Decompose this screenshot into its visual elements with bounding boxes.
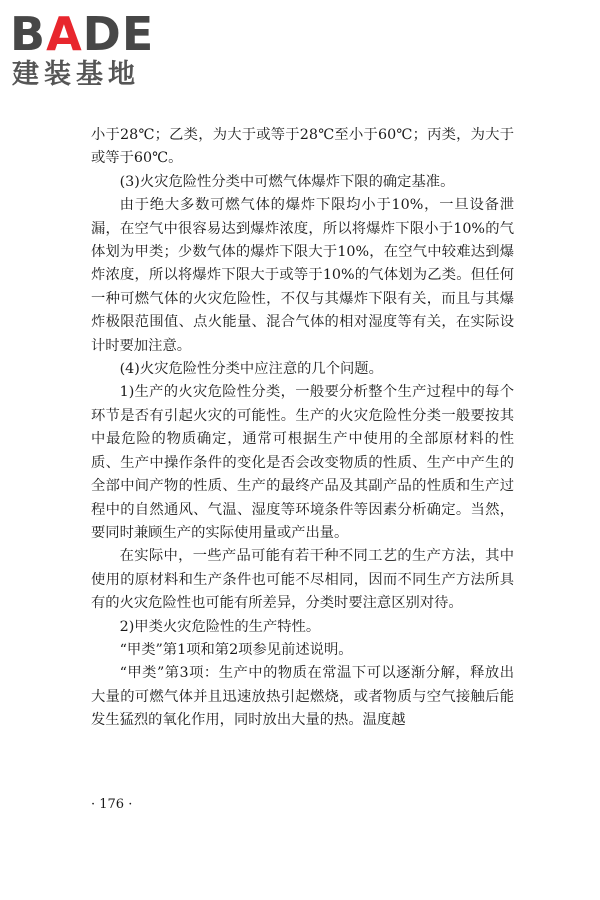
paragraph: 1)生产的火灾危险性分类，一般要分析整个生产过程中的每个环节是否有引起火灾的可能性。生产的火灾危险性分类一般要按其中最危险的物质确定，通常可根据生产中使用的全部原材料的性质、生产中操作条件的变化是否会改变物质的性质、生产中产生的全部中间产物的性质、生产的最终产品及其副产品的性质和生产过程中的自然通风、气温、湿度等环境条件等因素分析确定。当然，要同时兼顾生产的实际使用量或产出量。: [91, 384, 514, 541]
paragraph: “甲类”第3项：生产中的物质在常温下可以逐渐分解，释放出大量的可燃气体并且迅速放热引起燃烧，或者物质与空气接触后能发生猛烈的氧化作用，同时放出大量的热。温度越: [91, 665, 514, 729]
logo-wordmark: BADE: [10, 7, 155, 61]
page-number: · 176 ·: [91, 797, 133, 812]
paragraph: (4)火灾危险性分类中应注意的几个问题。: [119, 361, 383, 378]
paragraph: 在实际中，一些产品可能有若干种不同工艺的生产方法，其中使用的原材料和生产条件也可能不尽相同，因而不同生产方法所具有的火灾危险性也可能有所差异，分类时要注意区别对待。: [91, 548, 514, 612]
paragraph: 2)甲类火灾危险性的生产特性。: [119, 618, 321, 635]
paragraph: (3)火灾危险性分类中可燃气体爆炸下限的确定基准。: [119, 173, 455, 190]
paragraph: 由于绝大多数可燃气体的爆炸下限均小于10%，一旦设备泄漏，在空气中很容易达到爆炸浓度，所以将爆炸下限小于10%的气体划为甲类；少数气体的爆炸下限大于10%，在空气中较难达到爆炸浓度，所以将爆炸下限大于或等于10%的气体划为乙类。但任何一种可燃气体的火灾危险性，不仅与其爆炸下限有关，而且与其爆炸极限范围值、点火能量、混合气体的相对湿度等有关，在实际设计时要加注意。: [91, 197, 514, 354]
logo-subtitle: 建装基地: [12, 59, 140, 90]
page-body: [91, 124, 514, 733]
paragraph: “甲类”第1项和第2项参见前述说明。: [119, 641, 353, 658]
logo: [10, 6, 185, 92]
paragraph: 小于28℃；乙类，为大于或等于28℃至小于60℃；丙类，为大于或等于60℃。: [91, 127, 514, 167]
